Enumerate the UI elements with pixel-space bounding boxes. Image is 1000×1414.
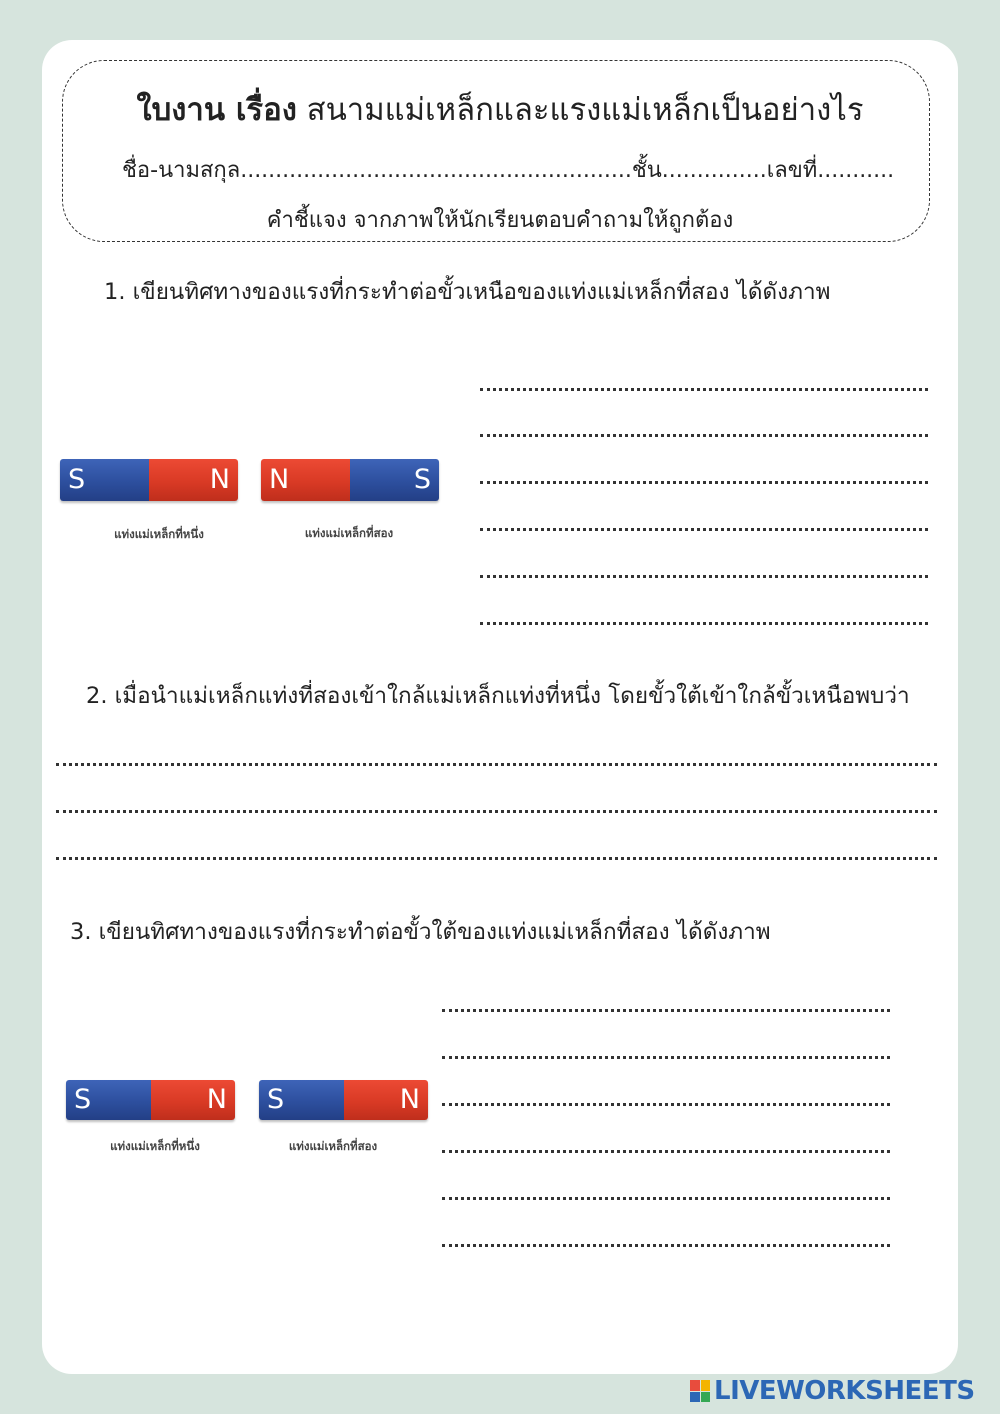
q3-answer-line[interactable] <box>442 1103 890 1106</box>
q3-answer-line[interactable] <box>442 1056 890 1059</box>
pole-label: N <box>269 463 290 495</box>
q1-answer-line[interactable] <box>480 622 928 625</box>
magnet-pole <box>149 459 238 501</box>
q1-magnet-two <box>261 459 439 501</box>
pole-label: S <box>413 463 431 495</box>
q3-magnet-two <box>259 1080 428 1120</box>
q1-answer-line[interactable] <box>480 528 928 531</box>
q3-magnet-one <box>66 1080 235 1120</box>
worksheet-title <box>0 84 1000 134</box>
pole-label: S <box>74 1083 92 1115</box>
q3-answer-line[interactable] <box>442 1150 890 1153</box>
magnet-pole <box>151 1080 236 1120</box>
q3-answer-line[interactable] <box>442 1009 890 1012</box>
pole-label: S <box>267 1083 285 1115</box>
q1-answer-line[interactable] <box>480 481 928 484</box>
pole-label: S <box>68 463 86 495</box>
logo-text: LIVEWORKSHEETS <box>714 1376 975 1406</box>
q1-magnet-one-label: แท่งแม่เหล็กที่หนึ่ง <box>114 527 204 541</box>
magnet-pole <box>350 459 439 501</box>
instructions: คำชี้แจง จากภาพให้นักเรียนตอบคำถามให้ถูกต้อง <box>266 208 734 233</box>
q2-answer-line[interactable] <box>56 763 937 766</box>
question-3: 3. เขียนทิศทางของแรงที่กระทำต่อขั้วใต้ของแท่งแม่เหล็กที่สอง ได้ดังภาพ <box>70 919 771 945</box>
student-info-line[interactable]: ชื่อ-นามสกุล........................................................ชั้น...............เลขที่........... <box>122 158 895 183</box>
magnet-pole <box>60 459 149 501</box>
q3-magnet-two-label: แท่งแม่เหล็กที่สอง <box>288 1139 378 1153</box>
pole-label: N <box>206 1083 227 1115</box>
q1-magnet-two-label: แท่งแม่เหล็กที่สอง <box>304 526 394 540</box>
q1-answer-line[interactable] <box>480 575 928 578</box>
title-bold: ใบงาน เรื่อง <box>136 92 297 128</box>
magnet-pole <box>261 459 350 501</box>
q1-magnet-one <box>60 459 238 501</box>
q3-answer-line[interactable] <box>442 1197 890 1200</box>
q2-answer-line[interactable] <box>56 857 937 860</box>
question-1: 1. เขียนทิศทางของแรงที่กระทำต่อขั้วเหนือของแท่งแม่เหล็กที่สอง ได้ดังภาพ <box>104 279 831 305</box>
logo-mark-icon <box>690 1380 710 1402</box>
magnet-pole <box>259 1080 344 1120</box>
title-topic: สนามแม่เหล็กและแรงแม่เหล็กเป็นอย่างไร <box>296 92 864 128</box>
liveworksheets-logo[interactable] <box>690 1373 990 1409</box>
pole-label: N <box>209 463 230 495</box>
q1-answer-line[interactable] <box>480 388 928 391</box>
magnet-pole <box>66 1080 151 1120</box>
magnet-pole <box>344 1080 429 1120</box>
pole-label: N <box>399 1083 420 1115</box>
q2-answer-line[interactable] <box>56 810 937 813</box>
q3-magnet-one-label: แท่งแม่เหล็กที่หนึ่ง <box>110 1139 200 1153</box>
question-2: 2. เมื่อนำแม่เหล็กแท่งที่สองเข้าใกล้แม่เหล็กแท่งที่หนึ่ง โดยขั้วใต้เข้าใกล้ขั้วเหนือพบว่า <box>86 683 910 709</box>
q1-answer-line[interactable] <box>480 434 928 437</box>
q3-answer-line[interactable] <box>442 1244 890 1247</box>
